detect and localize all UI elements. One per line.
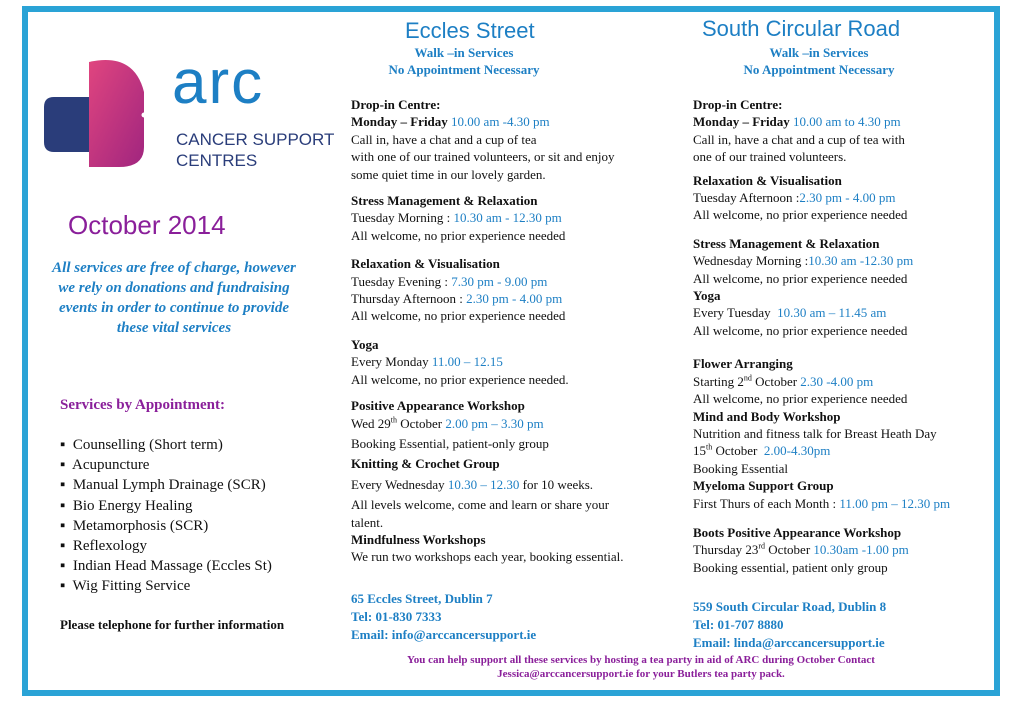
eccles-schedule: [351, 96, 623, 566]
yoga-time: 10.30 am – 11.45 am: [777, 305, 887, 321]
relax-title: Relaxation & Visualisation: [351, 256, 500, 272]
knit-text: All levels welcome, come and learn or share your: [351, 497, 610, 513]
dropin-time: 10.00 am -4.30 pm: [451, 114, 550, 130]
pa-note-main: Booking Essential: [351, 435, 446, 451]
pa-month: October: [400, 415, 443, 431]
relax-day: Tuesday Afternoon :: [693, 190, 800, 206]
pa-sup: th: [390, 415, 397, 425]
flower-date: [693, 373, 950, 390]
tea-party-note: [300, 653, 982, 681]
appointments-title: Services by Appointment:: [60, 397, 225, 413]
pa-title: Positive Appearance Workshop: [351, 398, 525, 414]
email: Email: info@arccancersupport.ie: [351, 627, 537, 642]
tea-party-line: Jessica@arccancersupport.ie for your Butlers tea party pack.: [497, 668, 785, 680]
flower-month: October: [755, 373, 798, 389]
yoga-hours: [693, 304, 950, 321]
relax-hours: [351, 290, 623, 307]
eccles-title: Eccles Street: [405, 18, 535, 43]
knit-rest: for 10 weeks.: [522, 476, 594, 492]
scr-title: South Circular Road: [702, 16, 901, 41]
telephone: Tel: 01-707 8880: [693, 617, 784, 632]
tea-party-line: You can help support all these services by hosting a tea party in aid of ARC during October Contact: [407, 654, 875, 666]
boots-note: Booking essential, patient only group: [693, 559, 888, 575]
yoga-day: Every Tuesday: [693, 305, 771, 321]
list-item: ▪ Wig Fitting Service: [60, 578, 191, 595]
flower-note: All welcome, no prior experience needed: [693, 391, 908, 407]
mb-note: Booking Essential: [693, 460, 788, 476]
relax-hours: [693, 189, 950, 206]
list-item-label: Metamorphosis (SCR): [72, 517, 209, 534]
dropin-text: with one of our trained volunteers, or sit and enjoy: [351, 149, 615, 165]
knit-time: 10.30 – 12.30: [447, 476, 520, 492]
dropin-text: Call in, have a chat and a cup of tea with: [693, 131, 905, 147]
flower-day: Starting 2: [693, 373, 744, 389]
pa-note-rest: , patient-only group: [445, 435, 549, 451]
relax-title: Relaxation & Visualisation: [693, 172, 842, 188]
boots-time: 10.30am -1.00 pm: [813, 542, 909, 558]
month-heading: October 2014: [68, 210, 226, 240]
stress-day: Wednesday Morning :: [693, 253, 809, 269]
boots-sup: rd: [758, 542, 766, 552]
mb-date: [693, 442, 950, 459]
list-item-label: Bio Energy Healing: [72, 497, 193, 514]
mb-title: Mind and Body Workshop: [693, 408, 841, 424]
stress-hours: [351, 209, 623, 226]
stress-time: 10.30 am - 12.30 pm: [453, 210, 562, 226]
pa-time: 2.00 pm – 3.30 pm: [445, 415, 544, 431]
stress-hours: [693, 252, 950, 269]
dropin-text: Call in, have a chat and a cup of tea: [351, 131, 537, 147]
mb-day: 15: [693, 443, 706, 459]
yoga-title: Yoga: [351, 336, 379, 352]
flower-sup: nd: [743, 373, 752, 383]
arc-logo-icon: [44, 52, 164, 172]
address: 559 South Circular Road, Dublin 8: [693, 599, 887, 614]
yoga-time: 11.00 – 12.15: [431, 354, 503, 370]
eccles-subheading: [360, 44, 568, 78]
scr-contact: [693, 598, 886, 652]
mye-hours: [693, 495, 950, 512]
pa-day: Wed 29: [351, 415, 391, 431]
free-note-line: we rely on donations and fundraising: [58, 280, 290, 296]
relax-note: All welcome, no prior experience needed: [693, 207, 908, 223]
flower-time: 2.30 -4.00 pm: [800, 373, 874, 389]
list-item: ▪ Bio Energy Healing: [60, 497, 193, 514]
stress-day: Tuesday Morning :: [351, 210, 451, 226]
relax-time: 2.30 pm - 4.00 pm: [466, 291, 563, 307]
yoga-note: All welcome, no prior experience needed.: [351, 371, 569, 387]
address: 65 Eccles Street, Dublin 7: [351, 591, 493, 606]
free-note-line: events in order to continue to provide: [59, 300, 289, 316]
free-note-line: these vital services: [116, 320, 232, 336]
boots-day: Thursday 23: [693, 542, 759, 558]
dropin-text: one of our trained volunteers.: [693, 149, 847, 165]
yoga-day: Every Monday: [351, 354, 429, 370]
relax-day: Thursday Afternoon :: [351, 291, 463, 307]
email: Email: linda@arccancersupport.ie: [693, 635, 885, 650]
knit-hours: [351, 476, 623, 493]
scr-schedule: [693, 96, 950, 576]
walk-in-label: Walk –in Services: [769, 45, 869, 60]
mind-title: Mindfulness Workshops: [351, 531, 486, 547]
boots-month: October: [768, 542, 811, 558]
logo-line2: CENTRES: [176, 151, 258, 170]
mye-title: Myeloma Support Group: [693, 478, 834, 494]
dropin-hours: [351, 113, 623, 130]
stress-title: Stress Management & Relaxation: [693, 235, 880, 251]
list-item: ▪ Indian Head Massage (Eccles St): [60, 558, 272, 575]
knit-title: Knitting & Crochet Group: [351, 456, 500, 472]
yoga-title: Yoga: [693, 288, 721, 304]
telephone: Tel: 01-830 7333: [351, 609, 442, 624]
walk-in-label: Walk –in Services: [414, 45, 514, 60]
list-item: ▪ Reflexology: [60, 538, 147, 555]
mb-time: 2.00-4.30pm: [763, 443, 831, 459]
list-item: ▪ Manual Lymph Drainage (SCR): [60, 477, 266, 494]
stress-note: All welcome, no prior experience needed: [351, 227, 566, 243]
mye-time: 11.00 pm – 12.30 pm: [839, 495, 951, 511]
dropin-hours: [693, 113, 950, 130]
list-item-label: Counselling (Short term): [72, 437, 223, 453]
list-item-label: Manual Lymph Drainage (SCR): [72, 477, 266, 494]
boots-date: [693, 541, 950, 558]
list-item-label: Reflexology: [72, 538, 147, 555]
relax-hours: [351, 273, 623, 290]
relax-time: 2.30 pm - 4.00 pm: [799, 190, 896, 206]
stress-note: All welcome, no prior experience needed: [693, 270, 908, 286]
dropin-day: Monday – Friday: [351, 114, 448, 130]
mb-sup: th: [706, 442, 713, 452]
yoga-note: All welcome, no prior experience needed: [693, 322, 908, 338]
knit-day: Every Wednesday: [351, 476, 445, 492]
free-note-line: All services are free of charge, however: [52, 260, 296, 276]
relax-day: Tuesday Evening :: [351, 273, 449, 289]
mb-text: Nutrition and fitness talk for Breast Heath Day: [693, 425, 937, 441]
logo-line1: CANCER SUPPORT: [176, 130, 335, 149]
list-item: ▪ Metamorphosis (SCR): [60, 517, 209, 534]
logo-word: arc: [172, 48, 265, 117]
boots-title: Boots Positive Appearance Workshop: [693, 524, 902, 540]
scr-subheading: [715, 44, 923, 78]
mind-note: We run two workshops each year, booking essential.: [351, 549, 624, 565]
list-item-label: Acupuncture: [72, 457, 150, 474]
flower-title: Flower Arranging: [693, 356, 793, 372]
eccles-contact: [351, 590, 536, 644]
dropin-day: Monday – Friday: [693, 114, 790, 130]
relax-note: All welcome, no prior experience needed: [351, 308, 566, 324]
list-item: ▪ Acupuncture: [60, 457, 150, 474]
relax-time: 7.30 pm - 9.00 pm: [451, 273, 548, 289]
knit-text: talent.: [351, 514, 384, 530]
yoga-hours: [351, 353, 623, 370]
stress-title: Stress Management & Relaxation: [351, 193, 538, 209]
dropin-text: some quiet time in our lovely garden.: [351, 166, 546, 182]
list-item-label: Indian Head Massage (Eccles St): [72, 558, 272, 575]
pa-date: [351, 415, 623, 432]
appointments-footer: Please telephone for further information: [60, 617, 285, 632]
no-appointment-label: No Appointment Necessary: [388, 62, 540, 77]
mb-month: October: [715, 443, 758, 459]
dropin-time: 10.00 am to 4.30 pm: [793, 114, 901, 130]
appointments-list: [60, 435, 272, 597]
list-item-label: Wig Fitting Service: [72, 578, 191, 595]
mye-day: First Thurs of each Month :: [693, 495, 837, 511]
no-appointment-label: No Appointment Necessary: [743, 62, 895, 77]
dropin-title: Drop-in Centre:: [351, 97, 441, 112]
list-item: ▪ Counselling (Short term): [60, 437, 223, 453]
pa-note: [351, 435, 623, 452]
free-note: [30, 258, 318, 338]
dropin-title: Drop-in Centre:: [693, 97, 783, 112]
stress-time: 10.30 am -12.30 pm: [808, 253, 914, 269]
